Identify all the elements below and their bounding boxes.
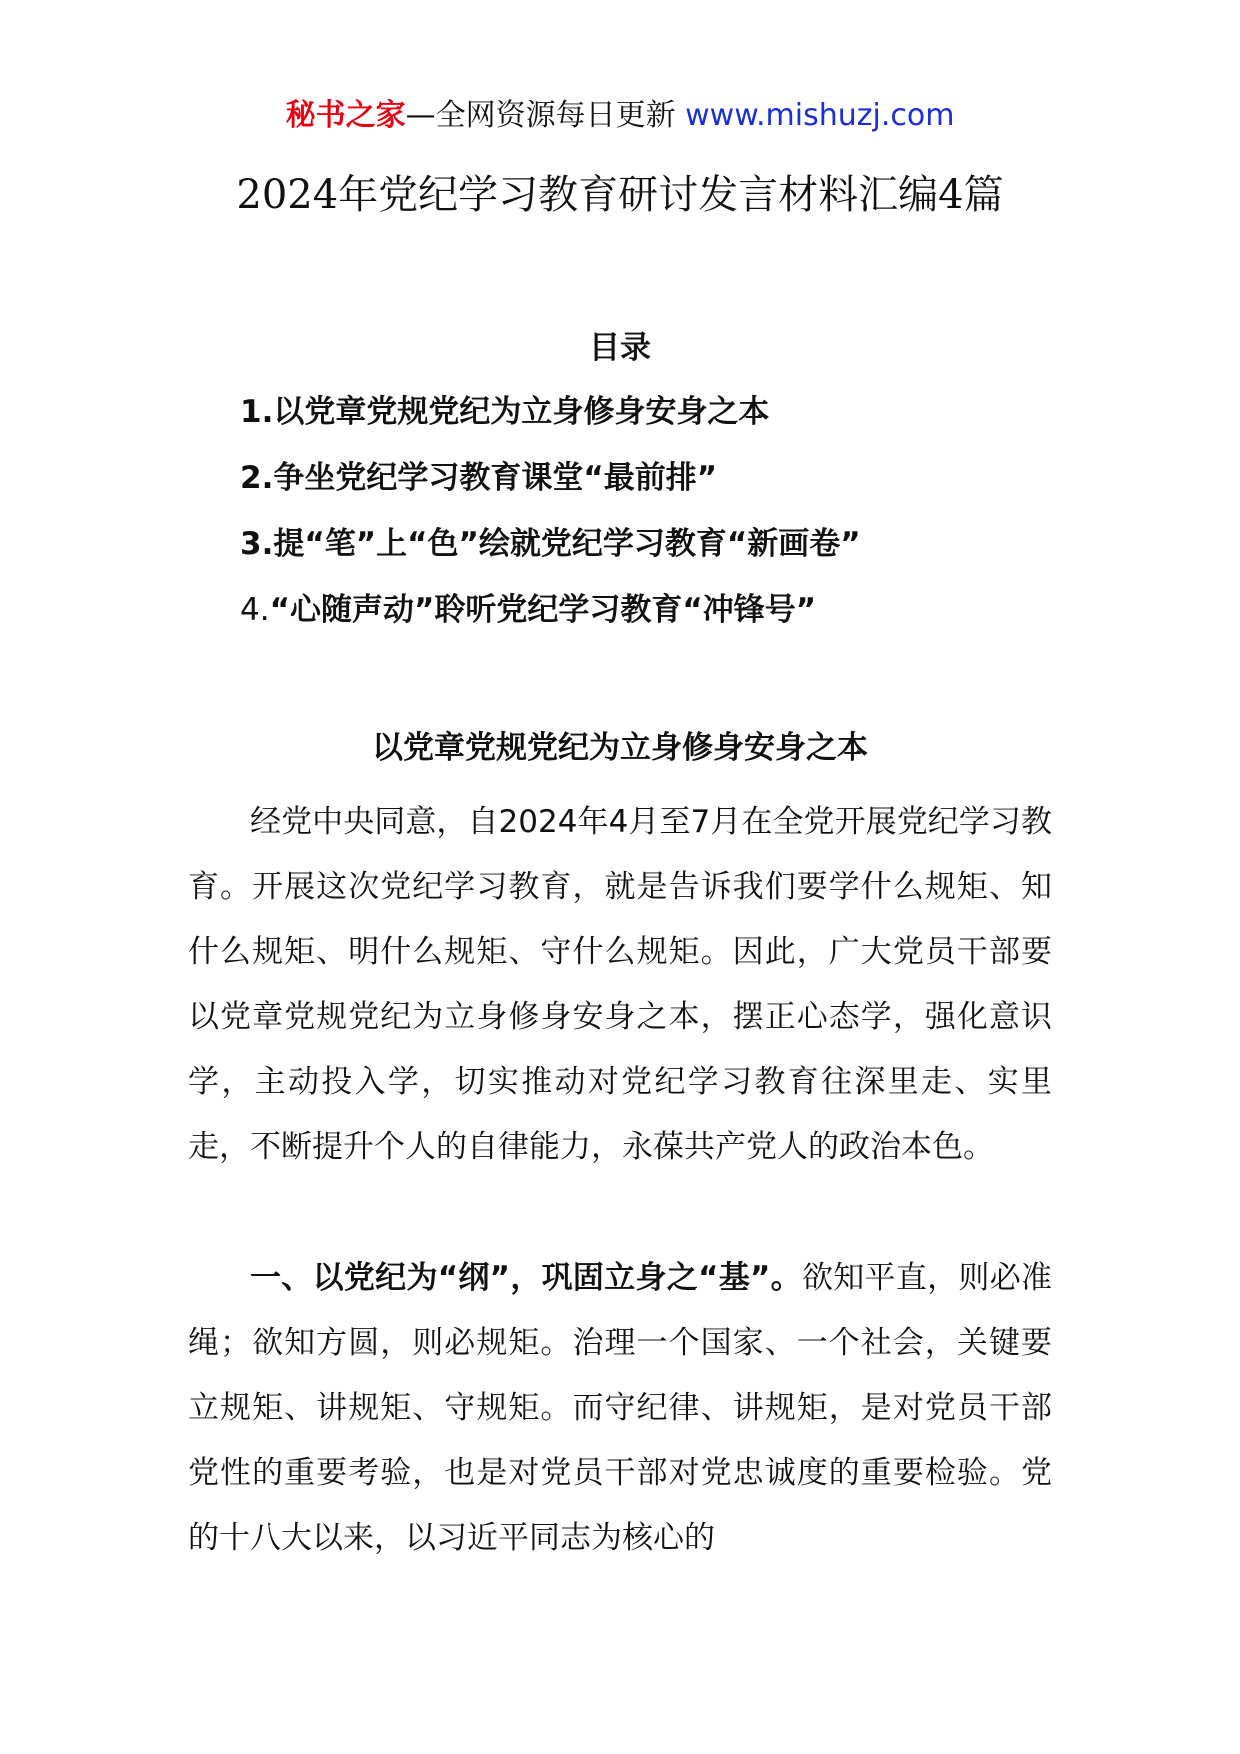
table-of-contents xyxy=(240,392,1100,656)
toc-item-number: 1. xyxy=(240,394,274,430)
toc-item xyxy=(240,590,1100,656)
section-title: 以党章党规党纪为立身修身安身之本 xyxy=(372,730,868,766)
document-title: 2024年党纪学习教育研讨发言材料汇编4篇 xyxy=(236,172,1004,218)
body-paragraph xyxy=(188,1246,1052,1571)
toc-item-text: “心随声动”聆听党纪学习教育“冲锋号” xyxy=(269,592,817,628)
toc-item-number: 4. xyxy=(240,592,270,628)
banner-url-link[interactable]: www.mishuzj.com xyxy=(685,98,955,133)
paragraph-text: 欲知平直，则必准绳；欲知方圆，则必规矩。治理一个国家、一个社会，关键要立规矩、讲规矩、守规矩。而守纪律、讲规矩，是对党员干部党性的重要考验，也是对党员干部对党忠诚度的重要检验。党的十八大以来，以习近平同志为核心的 xyxy=(188,1260,1053,1556)
toc-item xyxy=(240,458,1100,524)
banner-brand: 秘书之家 xyxy=(285,98,406,133)
toc-heading: 目录 xyxy=(589,330,651,366)
toc-item-text: 争坐党纪学习教育课堂“最前排” xyxy=(273,460,718,496)
toc-item-number: 2. xyxy=(240,460,274,496)
toc-item xyxy=(240,392,1100,458)
toc-item-text: 提“笔”上“色”绘就党纪学习教育“新画卷” xyxy=(273,526,861,562)
paragraph-lead-heading: 一、以党纪为“纲”，巩固立身之“基”。 xyxy=(250,1260,802,1296)
body-paragraph: 经党中央同意，自2024年4月至7月在全党开展党纪学习教育。开展这次党纪学习教育，就是告诉我们要学什么规矩、知什么规矩、明什么规矩、守什么规矩。因此，广大党员干部要以党章党规党纪为立身修身安身之本，摆正心态学，强化意识学，主动投入学，切实推动对党纪学习教育往深里走、实里走，不断提升个人的自律能力，永葆共产党人的政治本色。 xyxy=(188,804,1052,1165)
site-banner xyxy=(0,96,1240,136)
banner-slogan: —全网资源每日更新 xyxy=(405,98,686,133)
toc-item xyxy=(240,524,1100,590)
toc-item-text: 以党章党规党纪为立身修身安身之本 xyxy=(273,394,770,430)
toc-item-number: 3. xyxy=(240,526,274,562)
